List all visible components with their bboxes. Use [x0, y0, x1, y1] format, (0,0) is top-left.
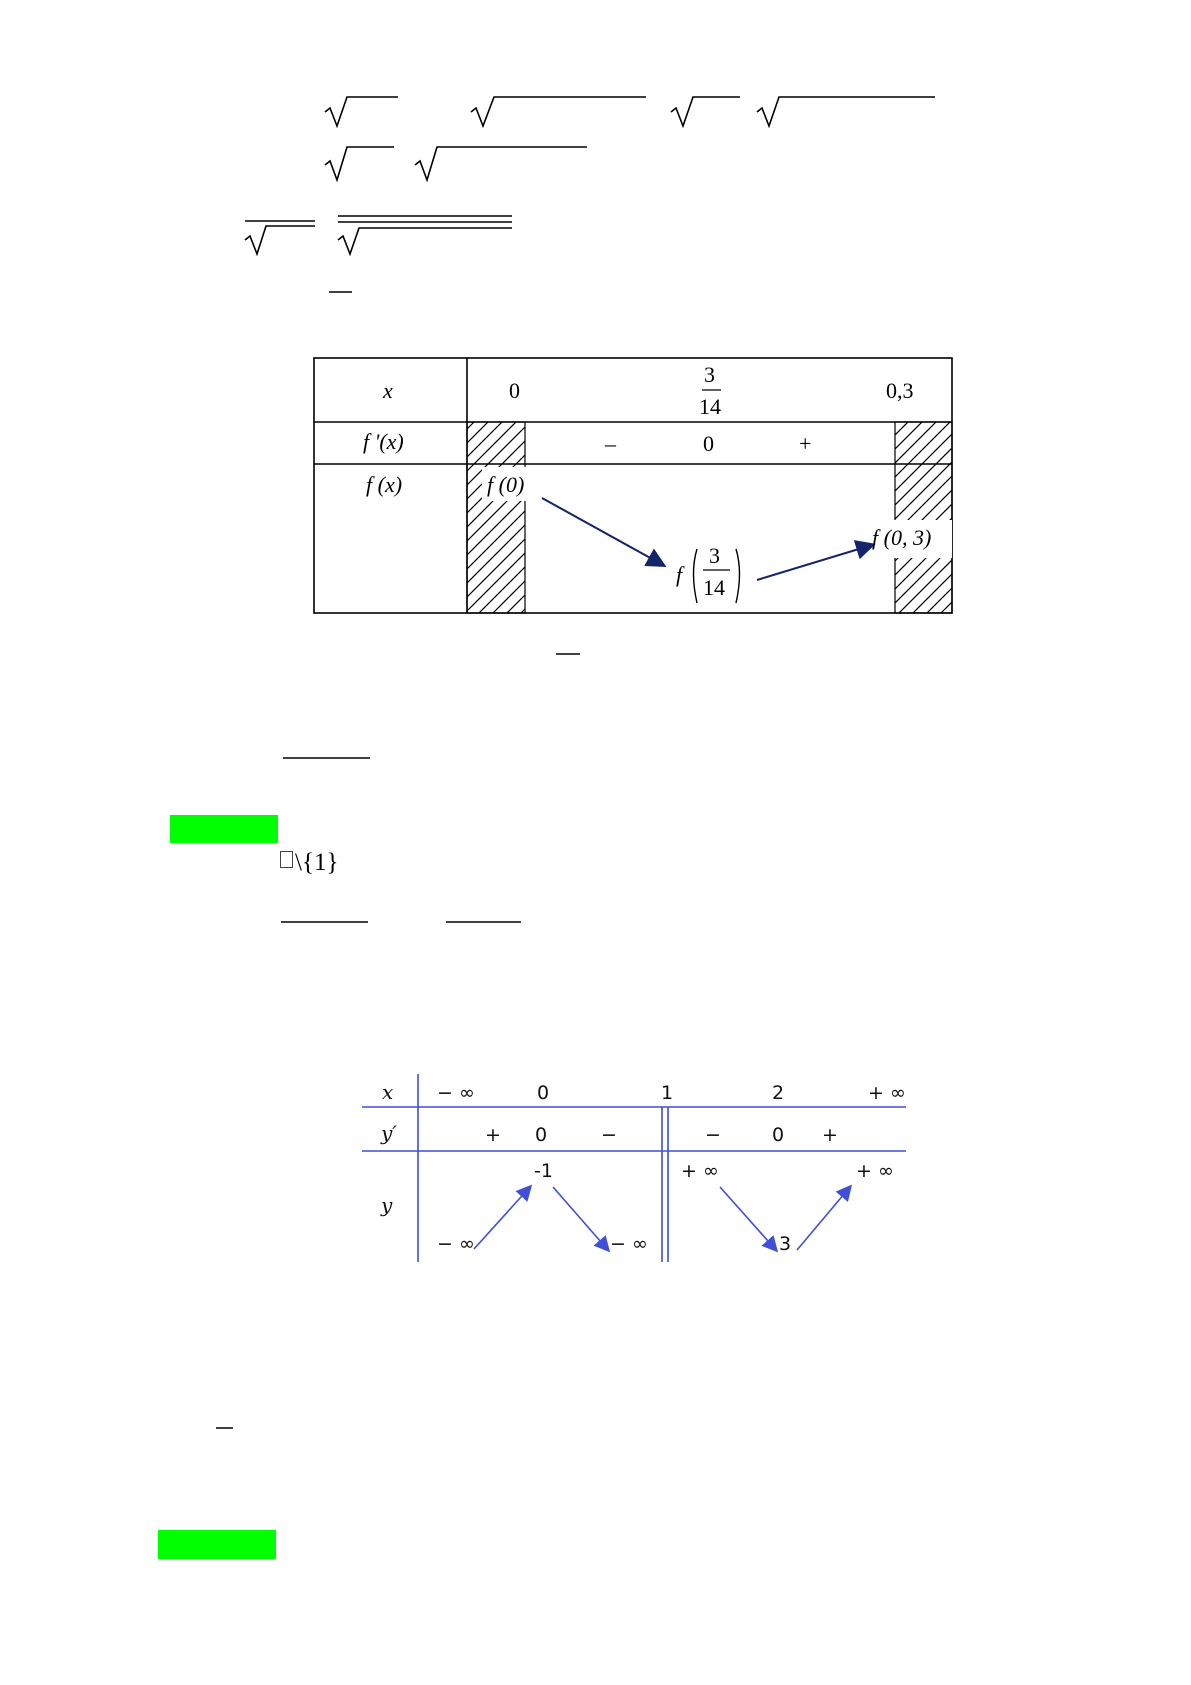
t2-x-neg-inf: − ∞: [437, 1082, 475, 1104]
arrow-up-2: [797, 1187, 850, 1250]
t2-y-pos-inf-right: + ∞: [856, 1160, 894, 1182]
hatched-zone-left: [467, 422, 525, 613]
t2-x-label: x: [382, 1080, 394, 1104]
t2-yp-minus1: −: [601, 1124, 617, 1146]
arrow-down-2: [720, 1187, 776, 1250]
t2-yp-plus2: +: [822, 1124, 838, 1146]
t1-f-label: f (x): [366, 472, 403, 497]
t2-y-neg-inf-right: − ∞: [610, 1233, 648, 1255]
t2-x-pos-inf: + ∞: [868, 1082, 906, 1104]
t1-fmid-den: 14: [703, 575, 725, 600]
t2-yprime-label: y′: [381, 1121, 397, 1145]
t1-x-start: 0: [509, 378, 520, 403]
t1-x-label: x: [383, 378, 393, 403]
t2-x-1: 1: [661, 1082, 674, 1104]
t1-f0: f (0): [487, 472, 525, 497]
t2-y-min: 3: [779, 1233, 792, 1255]
t2-yp-plus: +: [485, 1124, 501, 1146]
highlight-bar-1: [170, 815, 278, 843]
t1-fend: f (0, 3): [872, 525, 932, 550]
t2-yp-minus2: −: [705, 1124, 721, 1146]
t1-x-frac-num: 3: [704, 362, 715, 387]
t1-x-frac-den: 14: [699, 394, 721, 419]
set-symbol-icon: [280, 851, 293, 868]
t2-y-pos-inf-left: + ∞: [681, 1160, 719, 1182]
highlight-bar-2: [158, 1530, 276, 1559]
decreasing-arrow: [542, 498, 663, 565]
arrow-down-1: [553, 1187, 608, 1250]
t2-y-neg-inf-left: − ∞: [437, 1233, 475, 1255]
t2-y-label: y: [381, 1193, 393, 1217]
t1-sign-plus: +: [799, 431, 812, 456]
t2-x-0: 0: [537, 1082, 550, 1104]
t2-x-2: 2: [772, 1082, 785, 1104]
formula-radicals: [216, 97, 935, 1428]
t1-fmid-num: 3: [709, 543, 720, 568]
arrow-up-1: [474, 1187, 530, 1249]
t1-fprime-label: f '(x): [363, 429, 404, 454]
t1-sign-zero: 0: [703, 431, 714, 456]
domain-set-text: \{1}: [295, 849, 339, 876]
t1-x-end: 0,3: [886, 378, 914, 403]
increasing-arrow: [757, 545, 872, 580]
t2-yp-zero1: 0: [535, 1124, 548, 1146]
t2-yp-zero2: 0: [772, 1124, 785, 1146]
variation-table-1: [314, 358, 952, 613]
t1-fmid-f: f: [676, 562, 683, 587]
hatched-zone-right: [895, 422, 952, 613]
t1-sign-minus: –: [605, 431, 616, 456]
t2-y-max: -1: [534, 1160, 553, 1182]
